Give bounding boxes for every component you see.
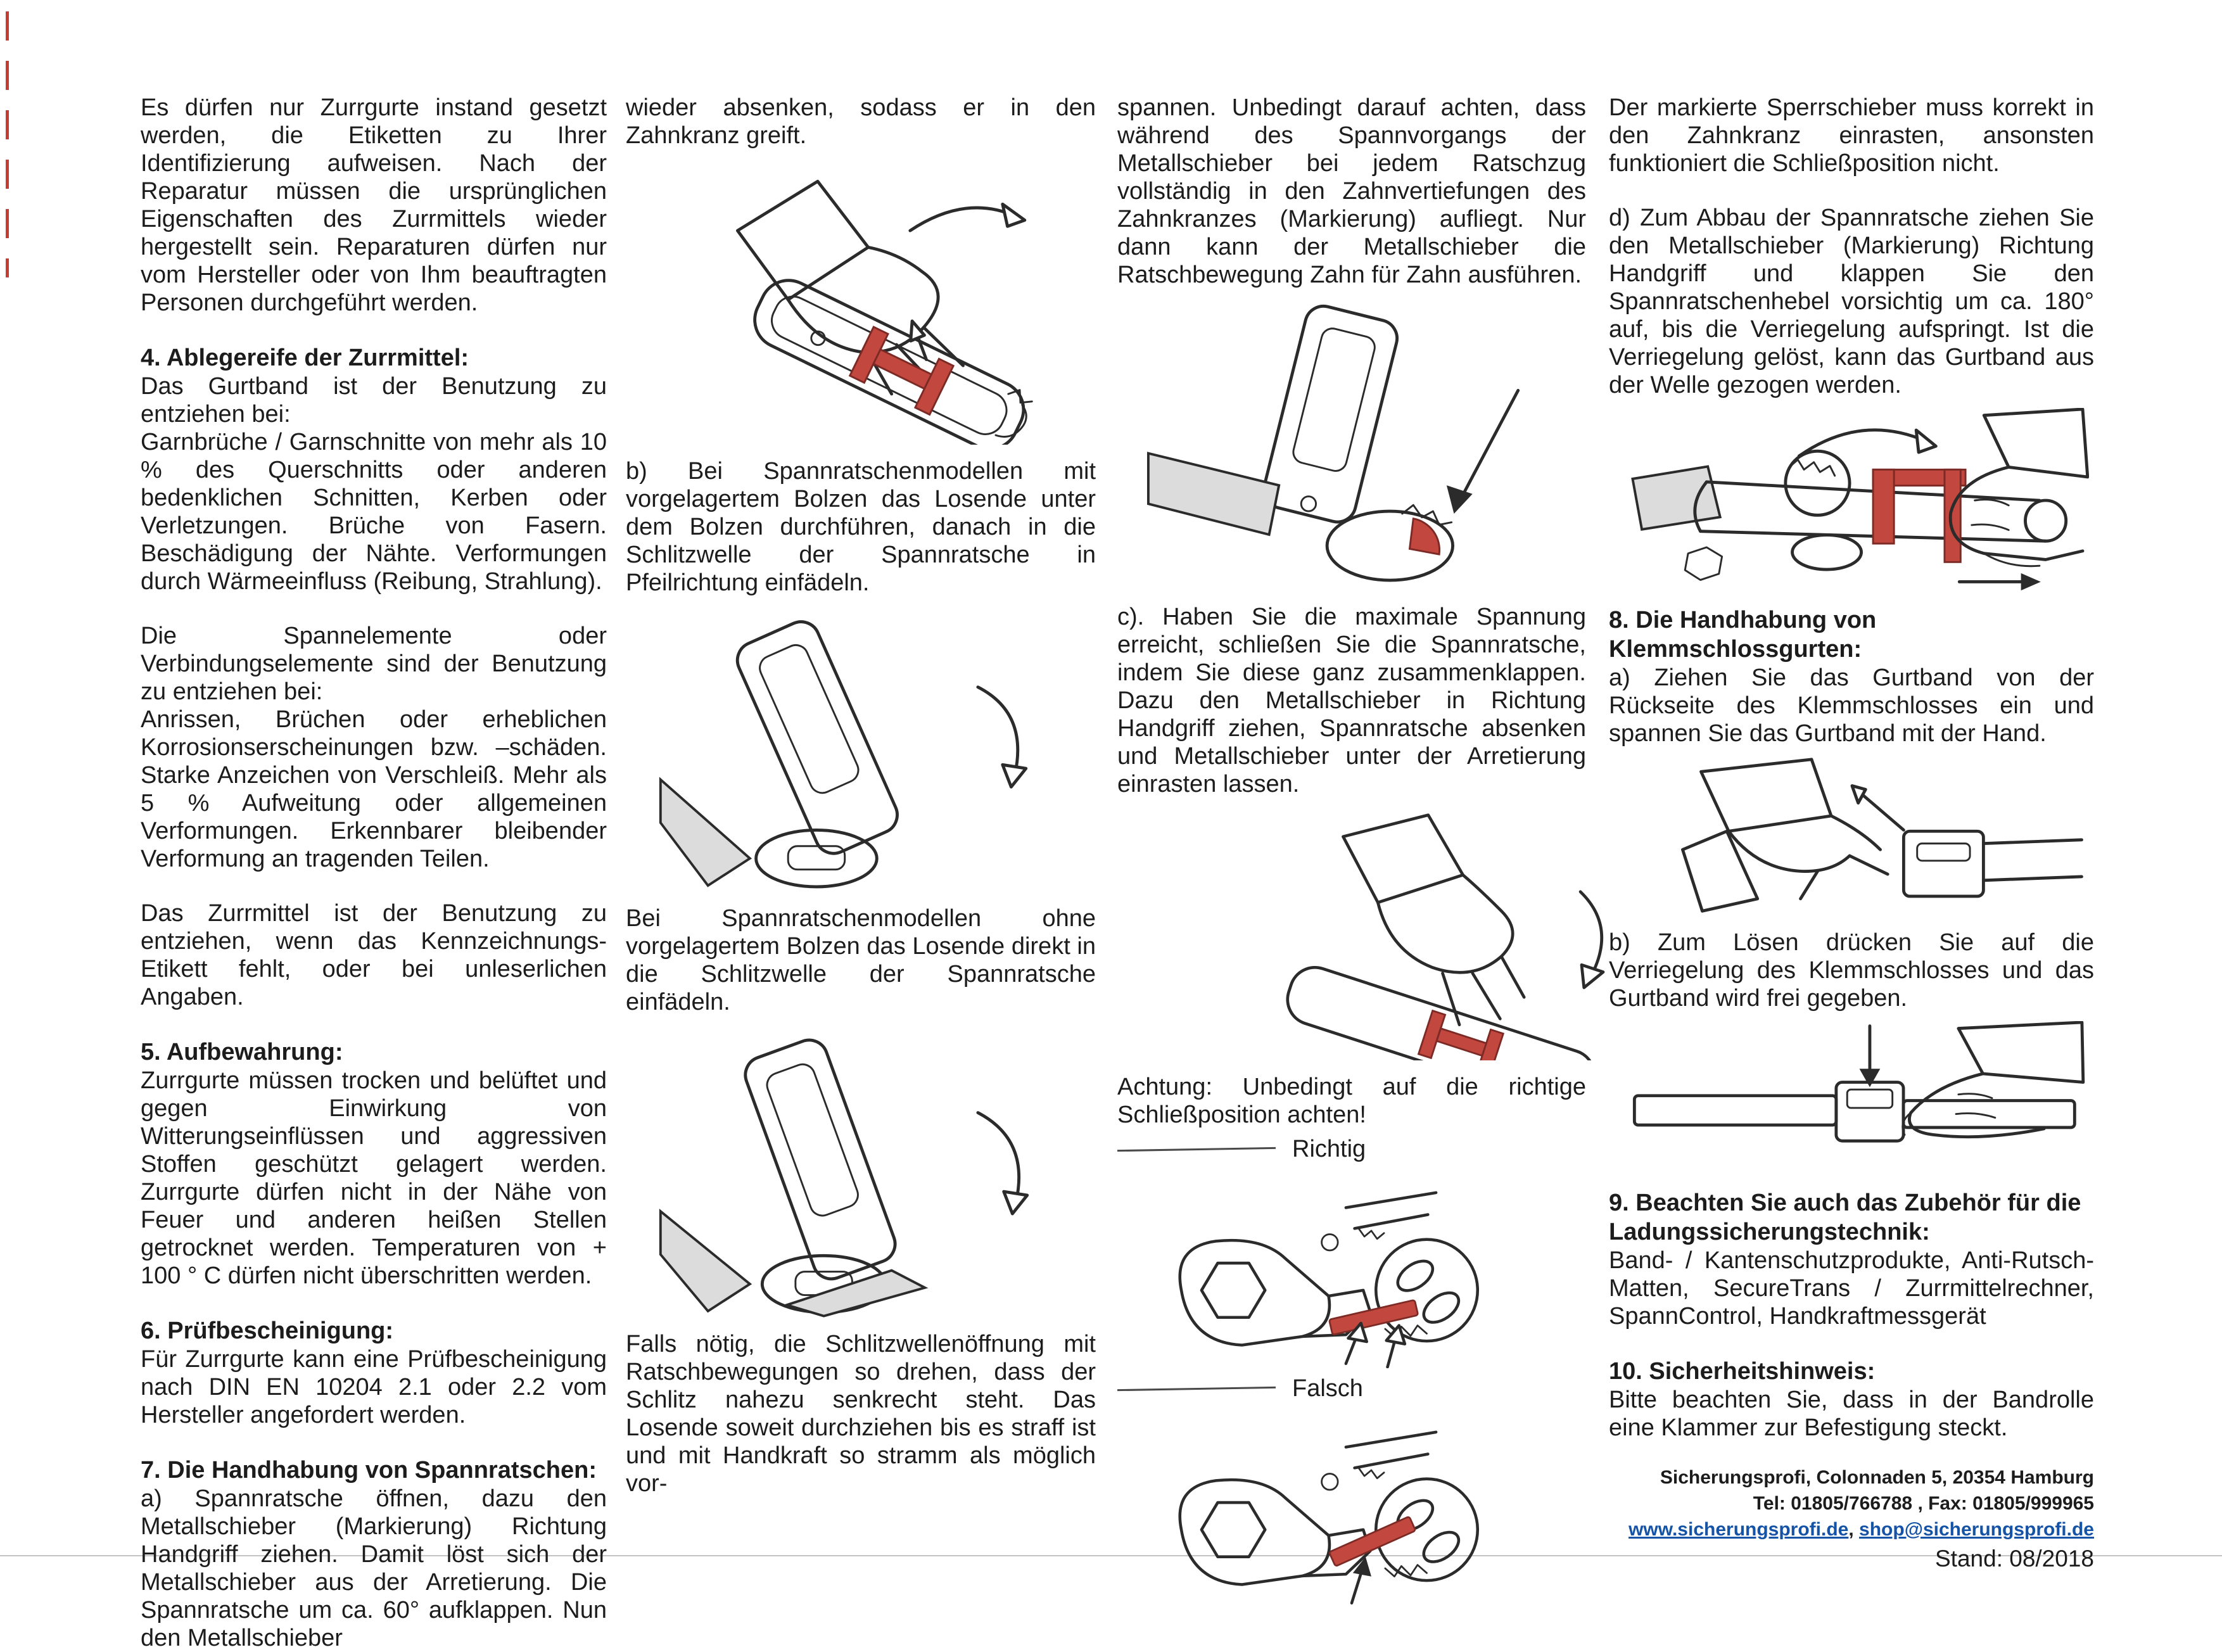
- paragraph-klemmschloss-loesen: b) Zum Lösen drücken Sie auf die Verriegelung des Klemmschlosses und das Gurtband wird frei gegeben.: [1609, 929, 2094, 1012]
- paragraph-klemmschloss-einziehen: a) Ziehen Sie das Gurtband von der Rückseite des Klemmschlosses ein und spannen Sie das Gurtband mit der Hand.: [1609, 664, 2094, 747]
- hand-on-ratchet-illustration: [633, 158, 1089, 445]
- paragraph-spannvorgang: spannen. Unbedingt darauf achten, dass während des Spannvorgangs der Metallschieber bei jedem Ratschzug vollständig in den Zahnvertiefungen des Zahnkranzes (Markierung) aufliegt. Nur dann kann der Metallschieber die Ratschbewegung Zahn für Zahn ausführen.: [1117, 94, 1586, 288]
- heading-9-zubehoer: 9. Beachten Sie auch das Zubehör für die Ladungssicherungstechnik:: [1609, 1190, 2081, 1245]
- paragraph-zurrmittel-etikett: Das Zurrmittel ist der Benutzung zu entziehen, wenn das Kennzeichnungs-Etikett fehlt, oder bei unleserlichen Angaben.: [141, 900, 607, 1010]
- paragraph-zahnkranz: wieder absenken, sodass er in den Zahnkranz greift.: [626, 94, 1096, 149]
- open-ratchet-direct-illustration: [633, 1025, 1089, 1318]
- paragraph-bandrolle-klammer: Bitte beachten Sie, dass in der Bandrolle eine Klammer zur Befestigung steckt.: [1609, 1387, 2094, 1441]
- footer-phone-fax: Tel: 01805/766788 , Fax: 01805/999965: [1753, 1493, 2094, 1514]
- footer-link-separator: ,: [1848, 1519, 1860, 1540]
- footer-address: Sicherungsprofi, Colonnaden 5, 20354 Hamburg: [1660, 1467, 2094, 1488]
- label-richtig: Richtig: [1292, 1136, 1366, 1162]
- paragraph-pruefbescheinigung: Für Zurrgurte kann eine Prüfbescheinigung nach DIN EN 10204 2.1 oder 2.2 vom Hersteller angefordert werden.: [141, 1346, 607, 1428]
- paragraph-spannelemente: Die Spannelemente oder Verbindungselemente sind der Benutzung zu entziehen bei:: [141, 623, 607, 705]
- paragraph-ohne-bolzen: Bei Spannratschenmodellen ohne vorgelagertem Bolzen das Losende direkt in die Schlitzwelle der Spannratsche einfädeln.: [626, 905, 1096, 1015]
- heading-5-aufbewahrung: 5. Aufbewahrung:: [141, 1039, 343, 1065]
- hand-pressing-lock-illustration: [1614, 1021, 2089, 1162]
- paragraph-schlitzwelle-drehen: Falls nötig, die Schlitzwellenöffnung mit Ratschbewegungen so drehen, dass der Schlitz nahezu senkrecht steht. Das Losende soweit durchziehen bis es straff ist und mit Handkraft so stramm als möglich vor-: [626, 1331, 1096, 1497]
- column-1: [141, 94, 607, 1652]
- label-richtig-row: [1117, 1135, 1586, 1163]
- paragraph-maximale-spannung: c). Haben Sie die maximale Spannung erreicht, schließen Sie die Spannratsche, indem Sie diese ganz zusammenklappen. Dazu den Metallschieber in Richtung Handgriff ziehen, Spannratsche absenken und Metallschieber unter der Arretierung einrasten lassen.: [1117, 604, 1586, 797]
- label-falsch: Falsch: [1292, 1375, 1363, 1402]
- hand-closing-ratchet-illustration: [1193, 807, 1637, 1060]
- lock-position-wrong-illustration: [1136, 1411, 1567, 1608]
- paragraph-zubehoer-liste: Band- / Kantenschutzprodukte, Anti-Rutsch-Matten, SecureTrans / Zurrmittelrechner, SpannControl, Handkraftmessgerät: [1609, 1247, 2094, 1330]
- paragraph-anrissen: Anrissen, Brüchen oder erheblichen Korrosionserscheinungen bzw. –schäden. Starke Anzeichen von Verschleiß. Mehr als 5 % Aufweitung oder allgemeinen Verformungen. Erkennbarer bleibender Verformung an tragenden Teilen.: [141, 706, 607, 872]
- paragraph-gurtband: Das Gurtband ist der Benutzung zu entziehen bei:: [141, 373, 607, 428]
- paragraph-spannratsche-oeffnen: a) Spannratsche öffnen, dazu den Metallschieber (Markierung) Richtung Handgriff ziehen. Damit löst sich der Metallschieber aus der Arretierung. Die Spannratsche um ca. 60° aufklappen. Nun den Metallschieber: [141, 1485, 607, 1651]
- paragraph-sperrschieber: Der markierte Sperrschieber muss korrekt in den Zahnkranz einrasten, ansonsten funktioniert die Schließposition nicht.: [1609, 94, 2094, 177]
- footer-links-row: [1609, 1516, 2094, 1542]
- column-3: [1117, 94, 1586, 1614]
- heading-7-handhabung-spannratschen: 7. Die Handhabung von Spannratschen:: [141, 1457, 597, 1484]
- paragraph-garnbrueche: Garnbrüche / Garnschnitte von mehr als 10 % des Querschnitts oder anderen bedenklichen Schnitten, Kerben oder Verletzungen. Brüche von Fasern. Beschädigung der Nähte. Verformungen durch Wärmeeinfluss (Reibung, Strahlung).: [141, 429, 607, 595]
- lock-position-correct-illustration: [1136, 1172, 1567, 1368]
- hand-pulling-strap-illustration: [1614, 756, 2089, 916]
- heading-10-sicherheitshinweis: 10. Sicherheitshinweis:: [1609, 1358, 1876, 1385]
- heading-6-pruefbescheinigung: 6. Prüfbescheinigung:: [141, 1318, 394, 1344]
- email-link[interactable]: shop@sicherungsprofi.de: [1859, 1519, 2094, 1540]
- heading-4-ablegereife: 4. Ablegereife der Zurrmittel:: [141, 345, 469, 371]
- paragraph-vorgelagerter-bolzen: b) Bei Spannratschenmodellen mit vorgelagertem Bolzen das Losende unter dem Bolzen durchführen, danach in die Schlitzwelle der Spannratsche in Pfeilrichtung einfädeln.: [626, 458, 1096, 596]
- footer-contact: [1609, 1465, 2094, 1575]
- ratchet-tooth-detail-illustration: [1124, 298, 1580, 590]
- open-ratchet-threading-illustration: [633, 606, 1089, 892]
- paragraph-aufbewahrung: Zurrgurte müssen trocken und belüftet und gegen Einwirkung von Witterungseinflüssen und aggressiven Stoffen geschützt gelagert werden. Zurrgurte dürfen nicht in der Nähe von Feuer und anderen heißen Stellen getrocknet werden. Temperaturen von + 100 ° C dürfen nicht überschritten werden.: [141, 1067, 607, 1289]
- label-falsch-row: [1117, 1375, 1586, 1402]
- paragraph-repair: Es dürfen nur Zurrgurte instand gesetzt werden, die Etiketten zu Ihrer Identifizierung aufweisen. Nach der Reparatur müssen die ursprünglichen Eigenschaften des Zurrmittels wieder hergestellt sein. Reparaturen dürfen nur vom Hersteller oder von Ihm beauftragten Personen durchgeführt werden.: [141, 94, 607, 316]
- paragraph-abbau-spannratsche: d) Zum Abbau der Spannratsche ziehen Sie den Metallschieber (Markierung) Richtung Handgriff und klappen Sie den Spannratschenhebel vorsichtig um ca. 180° auf, bis die Verriegelung aufspringt. Ist die Verriegelung gelöst, kann das Gurtband aus der Welle gezogen werden.: [1609, 205, 2094, 398]
- ratchet-release-hand-illustration: [1614, 408, 2089, 593]
- footer-stand-date: Stand: 08/2018: [1935, 1546, 2094, 1572]
- column-2: [626, 94, 1096, 1497]
- paragraph-achtung-schliessposition: Achtung: Unbedingt auf die richtige Schließposition achten!: [1117, 1074, 1586, 1128]
- scan-red-edge-mark: [6, 11, 9, 277]
- heading-8-klemmschlossgurte: 8. Die Handhabung von Klemmschlossgurten:: [1609, 607, 1877, 663]
- website-link[interactable]: www.sicherungsprofi.de: [1628, 1519, 1849, 1540]
- column-4: [1609, 94, 2094, 1575]
